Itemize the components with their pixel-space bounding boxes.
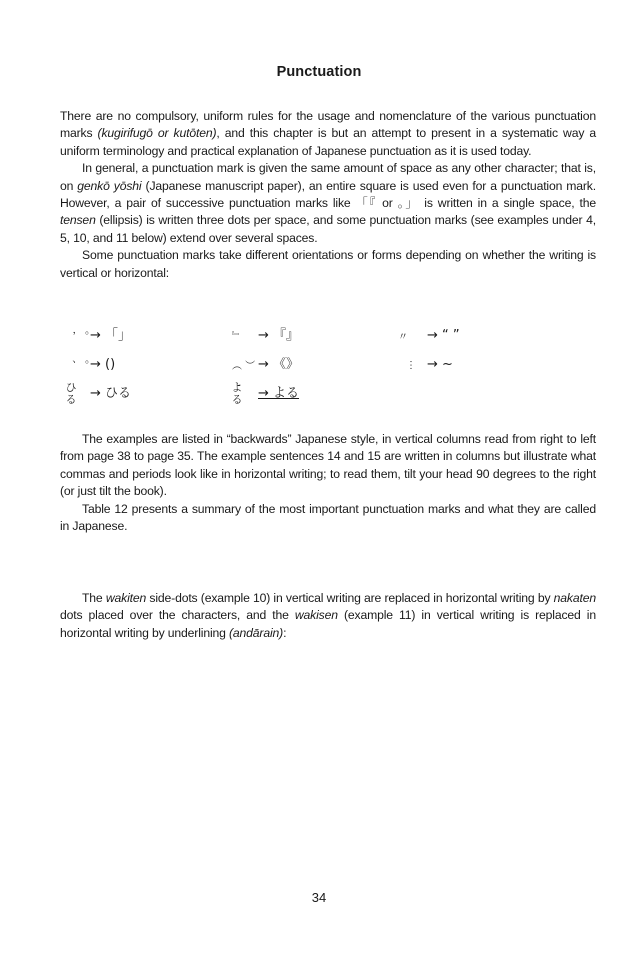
example-6-horizontal: → ~ [427, 357, 453, 372]
wakiten-text [60, 590, 596, 642]
page-title: Punctuation [276, 64, 362, 80]
paragraph-5: Table 12 presents a summary of the most important punctuation marks and what they are called in Japanese. [60, 501, 596, 534]
example-4-horizontal: → () [90, 357, 116, 372]
paragraph-3: Some punctuation marks take different orientations or forms depending on whether the writing is vertical or horizontal: [60, 248, 596, 280]
paragraph-6: The wakiten side-dots (example 10) in vertical writing are replaced in horizontal writing by nakaten dots placed over the characters, and the wakisen (example 11) in vertical writing is replaced in horizontal writing by underlining (andārain): [60, 591, 596, 640]
example-7-vertical: ひ る [65, 381, 77, 406]
example-4-vertical: ︑ ︒ [66, 361, 90, 372]
example-2-horizontal: → 『』 [258, 328, 300, 343]
paragraph-1: There are no compulsory, uniform rules for the usage and nomenclature of the various punctuation marks (kugirifugō or kutōten), and this chapter is but an attempt to present in a systematic way a uniform terminology and practical explanation of Japanese punctuation as it is used today. [60, 109, 596, 158]
example-5-vertical: ︵ ︶ [232, 361, 256, 372]
intro-text [60, 108, 596, 282]
example-1-horizontal: → 「」 [90, 328, 132, 343]
example-3-horizontal: → “ ” [427, 328, 460, 343]
paragraph-2: In general, a punctuation mark is given the same amount of space as any other character; that is, on genkō yōshi (Japanese manuscript paper), an entire square is used even for a punctuation mark. However, a pair of successive punctuation marks like 「『 or 。」 is written in a single space, the tensen (ellipsis) is written three dots per space, and some punctuation marks (see examples under 4, 5, 10, and 11 below) extend over several spaces. [60, 161, 596, 245]
notes-text [60, 431, 596, 535]
page-number: 34 [311, 890, 327, 905]
example-8-horizontal: → よる [258, 386, 300, 401]
example-7-horizontal: → ひる [90, 386, 132, 401]
example-8-vertical: よ る [231, 381, 243, 406]
example-1-vertical: ︐ ︒ [66, 332, 90, 343]
example-2-vertical: ﹄ [232, 332, 242, 343]
example-3-vertical: 〃 [398, 332, 408, 343]
example-6-vertical: ︙ [406, 361, 416, 372]
paragraph-4: The examples are listed in “backwards” Japanese style, in vertical columns read from right to left from page 38 to page 35. The example sentences 14 and 15 are written in columns but illustrate what commas and periods look like in horizontal writing; to read them, tilt your head 90 degrees to the right (or just tilt the book). [60, 432, 596, 499]
example-5-horizontal: → 《》 [258, 357, 300, 372]
